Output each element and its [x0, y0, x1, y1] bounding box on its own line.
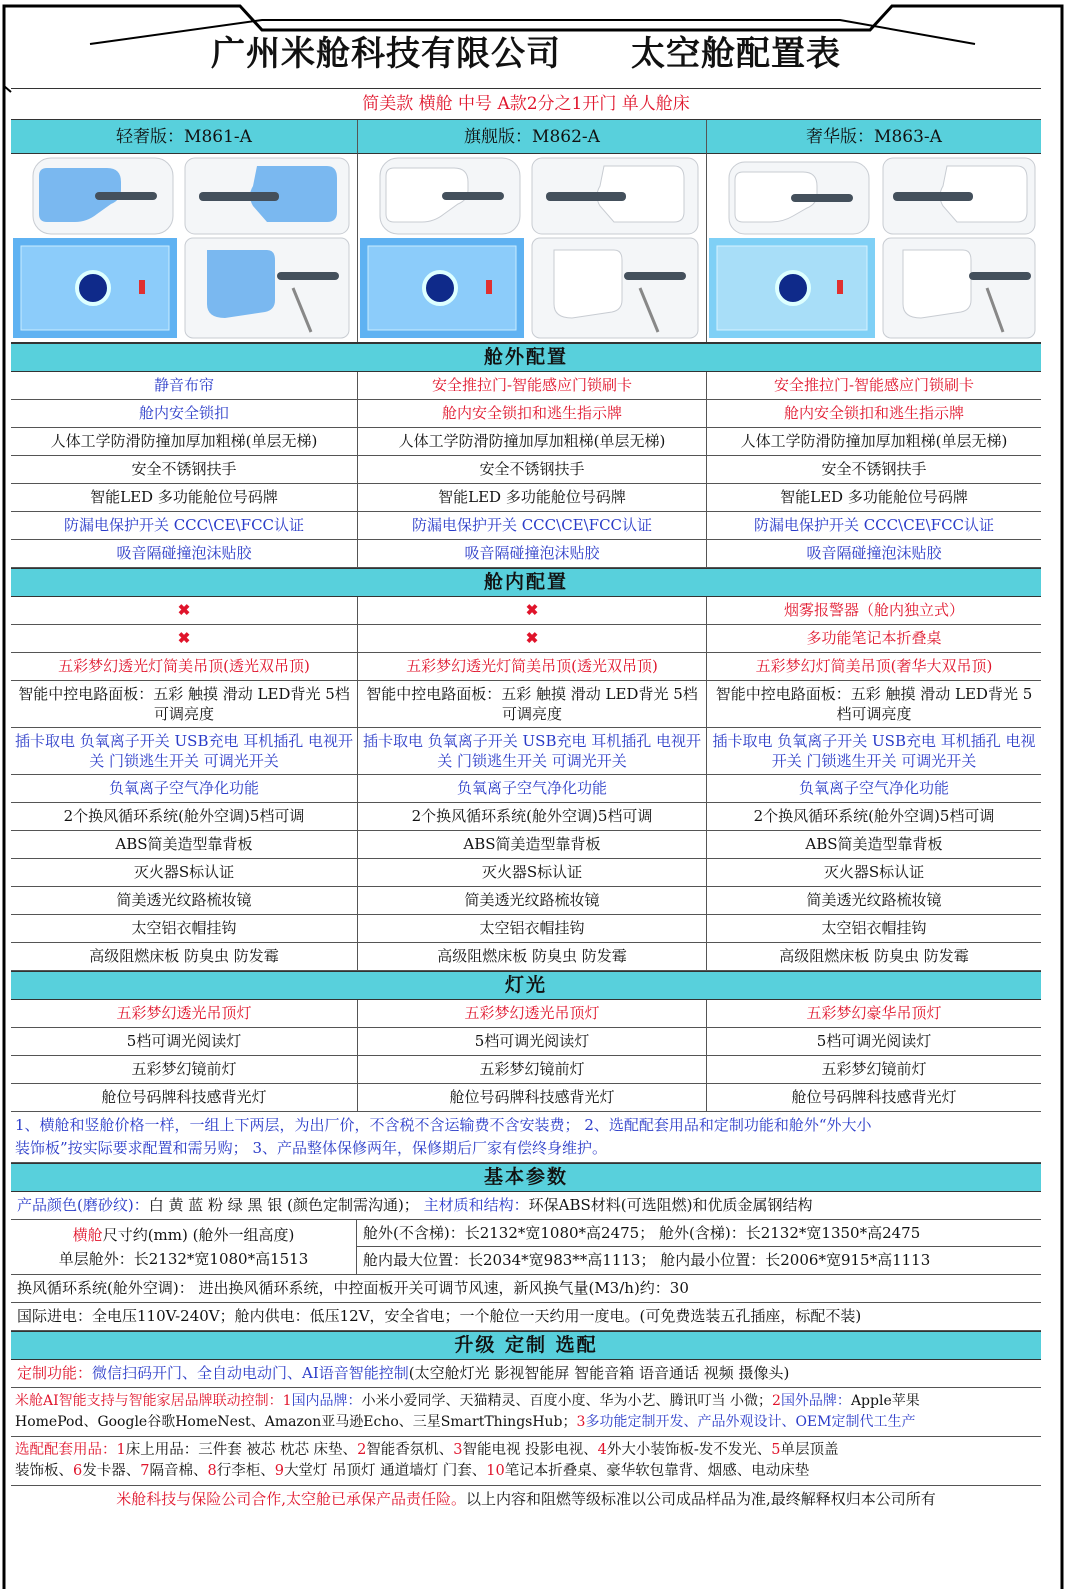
acc-item: 外大小装饰板-发不发光、: [606, 1442, 772, 1458]
version-header-m863: 奢华版：M863-A: [707, 120, 1041, 154]
cell: 五彩梦幻豪华吊顶灯: [806, 1004, 942, 1022]
table-row: [11, 728, 1041, 775]
acc-item: 大堂灯 吊顶灯 通道墙灯 门套、: [283, 1463, 487, 1479]
custom-extra: (太空舱灯光 影视智能屏 智能音箱 语音通话 视频 摄像头): [408, 1364, 790, 1382]
section-exterior: 舱外配置: [11, 343, 1041, 372]
company-name: 广州米舱科技有限公司: [211, 33, 561, 74]
cell: ABS简美造型靠背板: [358, 831, 707, 858]
acc-item: 行李柜、: [216, 1463, 275, 1479]
cell: 吸音隔碰撞泡沫贴胶: [11, 540, 358, 567]
cell: 智能中控电路面板：五彩 触摸 滑动 LED背光 5档可调亮度: [11, 681, 358, 727]
ai-num-2: 2: [772, 1393, 781, 1409]
color-value: 白 黄 蓝 粉 绿 黑 银 (颜色定制需沟通)；: [148, 1196, 419, 1214]
doc-title: 太空舱配置表: [631, 33, 841, 74]
cell: 简美透光纹路梳妆镜: [358, 887, 707, 914]
table-row: [11, 1084, 1041, 1112]
footer-row: [11, 1486, 1041, 1513]
acc-item: 装饰板、: [15, 1463, 73, 1479]
ai-domestic: 小米小爱同学、天猫精灵、百度小度、华为小艺、腾讯叮当 小微；: [361, 1393, 773, 1409]
cell: 高级阻燃床板 防臭虫 防发霉: [779, 947, 969, 965]
material-value: 环保ABS材料(可选阻燃)和优质金属钢结构: [528, 1196, 813, 1214]
section-upgrade: 升级 定制 选配: [11, 1331, 1041, 1360]
cell: 舱位号码牌科技感背光灯: [11, 1084, 358, 1111]
section-interior: 舱内配置: [11, 568, 1041, 597]
table-row: [11, 597, 1041, 625]
custom-row: [11, 1360, 1041, 1388]
table-row: [11, 456, 1041, 484]
cell: 安全不锈钢扶手: [11, 456, 358, 483]
cell: 防漏电保护开关 CCC\CE\FCC认证: [358, 512, 707, 539]
inner-max: 舱内最大位置：长2034*宽983**高1113；: [363, 1251, 656, 1269]
cell: 5档可调光阅读灯: [11, 1028, 358, 1055]
acc-num: 5: [771, 1442, 781, 1458]
color-label: 产品颜色(磨砂纹)：: [17, 1196, 149, 1214]
photo-m863: [707, 154, 1041, 342]
material-label: 主材质和结构：: [423, 1196, 529, 1214]
cell: 人体工学防滑防撞加厚加粗梯(单层无梯): [11, 428, 358, 455]
acc-num: 9: [274, 1463, 284, 1479]
cell: 五彩梦幻透光灯简美吊顶(透光双吊顶): [11, 653, 358, 680]
note-2: 2、选配配套用品和定制功能和舱外“外大小: [584, 1116, 872, 1134]
cell: 负氧离子空气净化功能: [11, 775, 358, 802]
cell: 五彩梦幻镜前灯: [11, 1056, 358, 1083]
acc-label: 选配配套用品：: [15, 1442, 117, 1458]
section-lighting: 灯光: [11, 971, 1041, 1000]
cell: 五彩梦幻透光灯简美吊顶(透光双吊顶): [358, 653, 707, 680]
custom-label: 定制功能：: [17, 1364, 93, 1382]
cell: 灭火器S标认证: [823, 863, 925, 881]
cell: 吸音隔碰撞泡沫贴胶: [358, 540, 707, 567]
table-row: [11, 1056, 1041, 1084]
table-row: [11, 400, 1041, 428]
inner-min: 舱内最小位置：长2006*宽915*高1113: [660, 1251, 931, 1269]
product-photos: [11, 154, 1041, 343]
single-size: 单层舱外：长2132*宽1080*高1513: [58, 1250, 309, 1268]
ai-row: [11, 1388, 1041, 1437]
note-2-cont: 装饰板”按实际要求配置和需另购；: [15, 1139, 248, 1157]
photo-m862: [358, 154, 707, 342]
ai-label: 米舱AI智能支持与智能家居品牌联动控制：: [15, 1393, 283, 1409]
cell: 高级阻燃床板 防臭虫 防发霉: [358, 943, 707, 970]
cell: 2个换风循环系统(舱外空调)5档可调: [753, 807, 995, 825]
table-row: [11, 484, 1041, 512]
notes: [11, 1112, 1041, 1163]
version-header-m861: 轻奢版：M861-A: [11, 120, 358, 154]
acc-num: 2: [357, 1442, 367, 1458]
ai-foreign-label: 国外品牌：: [780, 1393, 851, 1409]
table-row: [11, 887, 1041, 915]
accessories-row: [11, 1437, 1041, 1486]
cell: 插卡取电 负氧离子开关 USB充电 耳机插孔 电视开关 门锁逃生开关 可调光开关: [712, 732, 1036, 770]
cell: 安全不锈钢扶手: [358, 456, 707, 483]
dimensions-block: [11, 1220, 1041, 1275]
config-sheet: [11, 12, 1041, 1513]
cell: 五彩梦幻灯简美吊顶(奢华大双吊顶): [755, 657, 993, 675]
cell: 简美透光纹路梳妆镜: [11, 887, 358, 914]
cell: 插卡取电 负氧离子开关 USB充电 耳机插孔 电视开关 门锁逃生开关 可调光开关: [358, 728, 707, 774]
note-3: 3、产品整体保修两年，保修期后厂家有偿终身维护。: [252, 1139, 607, 1157]
ai-domestic-label: 国内品牌：: [291, 1393, 362, 1409]
not-included-icon: ✖: [11, 625, 358, 652]
version-header-m862: 旗舰版：M862-A: [358, 120, 707, 154]
acc-item: 床上用品：三件套 被芯 枕芯 床垫、: [125, 1442, 358, 1458]
photo-m861: [11, 154, 358, 342]
acc-item: 智能香氛机、: [366, 1442, 454, 1458]
footer-insurance: 米舱科技与保险公司合作,太空舱已承保产品责任险。: [116, 1490, 466, 1508]
cell: 5档可调光阅读灯: [358, 1028, 707, 1055]
custom-features: 微信扫码开门、全自动电动门、AI语音智能控制: [92, 1364, 409, 1382]
cell: 吸音隔碰撞泡沫贴胶: [806, 544, 942, 562]
version-headers: [11, 120, 1041, 154]
cell: 多功能笔记本折叠桌: [806, 629, 942, 647]
table-row: [11, 372, 1041, 400]
outer-no-ladder: 舱外(不含梯)：长2132*宽1080*高2475；: [363, 1224, 655, 1242]
outer-with-ladder: 舱外(含梯)：长2132*宽1350*高2475: [659, 1224, 921, 1242]
color-material-row: [11, 1192, 1041, 1220]
cell: ABS简美造型靠背板: [805, 835, 943, 853]
acc-item: 隔音棉、: [149, 1463, 208, 1479]
table-row: [11, 943, 1041, 971]
cell: 人体工学防滑防撞加厚加粗梯(单层无梯): [358, 428, 707, 455]
cell: 舱位号码牌科技感背光灯: [791, 1088, 957, 1106]
cell: 五彩梦幻透光吊顶灯: [358, 1000, 707, 1027]
not-included-icon: ✖: [358, 625, 707, 652]
cell: 五彩梦幻镜前灯: [358, 1056, 707, 1083]
cell: 静音布帘: [11, 372, 358, 399]
cell: 智能中控电路面板：五彩 触摸 滑动 LED背光 5档可调亮度: [715, 685, 1033, 723]
size-label-cell: [11, 1220, 357, 1274]
cell: 五彩梦幻透光吊顶灯: [11, 1000, 358, 1027]
cell: 智能LED 多功能舱位号码牌: [358, 484, 707, 511]
ai-foreign-a: Apple苹果: [850, 1393, 920, 1409]
cell: 舱内安全锁扣和逃生指示牌: [783, 404, 964, 422]
cell: 烟雾报警器（舱内独立式）: [783, 601, 964, 619]
acc-num: 6: [73, 1463, 83, 1479]
acc-num: 8: [207, 1463, 217, 1479]
acc-item: 单层顶盖: [780, 1442, 839, 1458]
size-values: [357, 1220, 1041, 1274]
acc-num: 7: [140, 1463, 150, 1479]
acc-num: 4: [597, 1442, 607, 1458]
cell: 舱内安全锁扣和逃生指示牌: [358, 400, 707, 427]
ai-foreign-b: HomePod、Google谷歌HomeNest、Amazon亚马逊Echo、三星SmartThingsHub；: [15, 1414, 577, 1430]
table-row: [11, 859, 1041, 887]
table-row: [11, 625, 1041, 653]
size-type: 横舱: [72, 1226, 103, 1244]
size-label: 尺寸约(mm) (舱外一组高度): [102, 1226, 295, 1244]
table-row: [11, 653, 1041, 681]
cell: 灭火器S标认证: [11, 859, 358, 886]
cell: 安全推拉门-智能感应门锁刷卡: [358, 372, 707, 399]
acc-item: 智能电视 投影电视、: [462, 1442, 598, 1458]
table-row: [11, 1000, 1041, 1028]
table-row: [11, 831, 1041, 859]
power-row: 国际进电：全电压110V-240V；舱内供电：低压12V，安全省电；一个舱位一天约用一度电。(可免费选装五孔插座，标配不装): [11, 1303, 1041, 1331]
table-row: [11, 803, 1041, 831]
not-included-icon: ✖: [11, 597, 358, 624]
cell: 智能LED 多功能舱位号码牌: [780, 488, 968, 506]
ai-num-3: 3: [576, 1414, 586, 1430]
note-1: 1、横舱和竖舱价格一样，一组上下两层，为出厂价，不含税不含运输费不含安装费；: [15, 1116, 580, 1134]
acc-item: 发卡器、: [82, 1463, 141, 1479]
table-row: [11, 681, 1041, 728]
cell: 智能LED 多功能舱位号码牌: [11, 484, 358, 511]
table-row: [11, 428, 1041, 456]
subtitle: 简美款 横舱 中号 A款2分之1开门 单人舱床: [11, 89, 1041, 120]
table-row: [11, 540, 1041, 568]
cell: 人体工学防滑防撞加厚加粗梯(单层无梯): [740, 432, 1008, 450]
cell: 太空铝衣帽挂钩: [821, 919, 927, 937]
cell: 舱内安全锁扣: [11, 400, 358, 427]
table-row: [11, 512, 1041, 540]
page-title: [11, 12, 1041, 89]
not-included-icon: ✖: [358, 597, 707, 624]
acc-item: 笔记本折叠桌、豪华软包靠背、烟感、电动床垫: [504, 1463, 810, 1479]
cell: 舱位号码牌科技感背光灯: [358, 1084, 707, 1111]
ai-extra: 多功能定制开发、产品外观设计、OEM定制代工生产: [585, 1414, 916, 1430]
acc-num: 1: [116, 1442, 126, 1458]
cell: 防漏电保护开关 CCC\CE\FCC认证: [753, 516, 995, 534]
cell: 高级阻燃床板 防臭虫 防发霉: [11, 943, 358, 970]
cell: 简美透光纹路梳妆镜: [806, 891, 942, 909]
cell: 太空铝衣帽挂钩: [358, 915, 707, 942]
table-row: [11, 915, 1041, 943]
cell: 负氧离子空气净化功能: [358, 775, 707, 802]
footer-disclaimer: 以上内容和阻燃等级标准以公司成品样品为准,最终解释权归本公司所有: [466, 1490, 936, 1508]
cell: 防漏电保护开关 CCC\CE\FCC认证: [11, 512, 358, 539]
table-row: [11, 1028, 1041, 1056]
vent-row: 换风循环系统(舱外空调)： 进出换风循环系统，中控面板开关可调节风速，新风换气量(M3/h)约：30: [11, 1275, 1041, 1303]
cell: 2个换风循环系统(舱外空调)5档可调: [11, 803, 358, 830]
cell: 五彩梦幻镜前灯: [821, 1060, 927, 1078]
cell: ABS简美造型靠背板: [11, 831, 358, 858]
cell: 智能中控电路面板：五彩 触摸 滑动 LED背光 5档可调亮度: [358, 681, 707, 727]
acc-num: 10: [486, 1463, 505, 1479]
ai-num-1: 1: [282, 1393, 292, 1409]
table-row: [11, 775, 1041, 803]
cell: 安全不锈钢扶手: [821, 460, 927, 478]
cell: 负氧离子空气净化功能: [798, 779, 949, 797]
acc-num: 3: [453, 1442, 463, 1458]
cell: 安全推拉门-智能感应门锁刷卡: [773, 376, 975, 394]
cell: 太空铝衣帽挂钩: [11, 915, 358, 942]
cell: 2个换风循环系统(舱外空调)5档可调: [358, 803, 707, 830]
cell: 灭火器S标认证: [358, 859, 707, 886]
cell: 插卡取电 负氧离子开关 USB充电 耳机插孔 电视开关 门锁逃生开关 可调光开关: [11, 728, 358, 774]
cell: 5档可调光阅读灯: [816, 1032, 932, 1050]
section-basic: 基本参数: [11, 1163, 1041, 1192]
